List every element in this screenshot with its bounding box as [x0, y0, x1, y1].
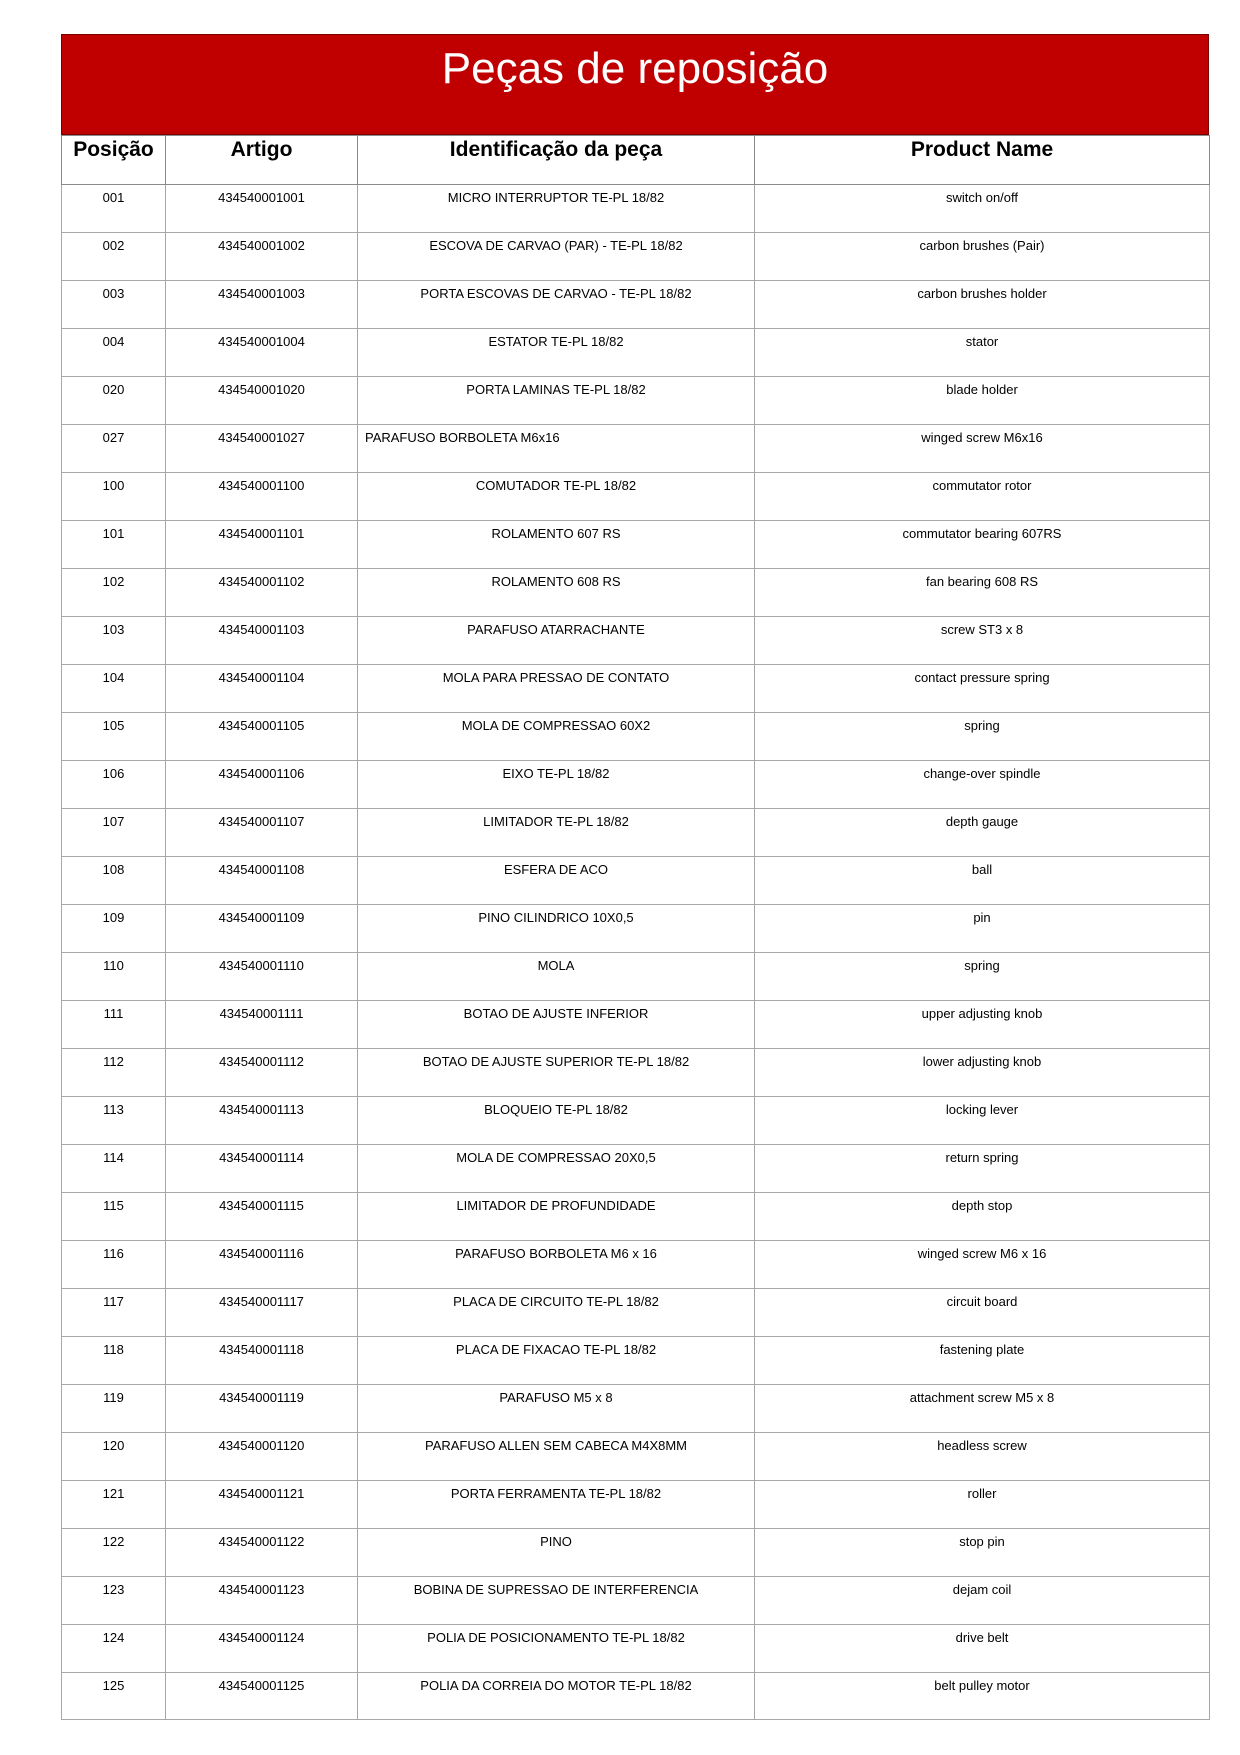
cell-posicao: 116: [62, 1241, 166, 1289]
cell-artigo: 434540001114: [166, 1145, 358, 1193]
cell-product-name: drive belt: [755, 1625, 1210, 1673]
cell-artigo: 434540001123: [166, 1577, 358, 1625]
column-header-product-name: Product Name: [755, 136, 1210, 185]
cell-identificacao: BLOQUEIO TE-PL 18/82: [358, 1097, 755, 1145]
cell-posicao: 105: [62, 713, 166, 761]
cell-artigo: 434540001102: [166, 569, 358, 617]
table-row: [62, 569, 1210, 617]
cell-posicao: 111: [62, 1001, 166, 1049]
table-row: [62, 1529, 1210, 1577]
cell-identificacao: EIXO TE-PL 18/82: [358, 761, 755, 809]
cell-artigo: 434540001118: [166, 1337, 358, 1385]
cell-artigo: 434540001107: [166, 809, 358, 857]
cell-product-name: switch on/off: [755, 185, 1210, 233]
cell-artigo: 434540001113: [166, 1097, 358, 1145]
cell-identificacao: ESCOVA DE CARVAO (PAR) - TE-PL 18/82: [358, 233, 755, 281]
cell-artigo: 434540001020: [166, 377, 358, 425]
cell-product-name: lower adjusting knob: [755, 1049, 1210, 1097]
cell-artigo: 434540001122: [166, 1529, 358, 1577]
table-row: [62, 1337, 1210, 1385]
table-row: [62, 857, 1210, 905]
parts-sheet: [61, 34, 1209, 1720]
cell-artigo: 434540001104: [166, 665, 358, 713]
cell-identificacao: BOBINA DE SUPRESSAO DE INTERFERENCIA: [358, 1577, 755, 1625]
table-row: [62, 1673, 1210, 1720]
table-row: [62, 1049, 1210, 1097]
cell-product-name: ball: [755, 857, 1210, 905]
cell-posicao: 104: [62, 665, 166, 713]
cell-posicao: 020: [62, 377, 166, 425]
cell-posicao: 103: [62, 617, 166, 665]
cell-identificacao: PARAFUSO ALLEN SEM CABECA M4X8MM: [358, 1433, 755, 1481]
cell-product-name: commutator rotor: [755, 473, 1210, 521]
cell-artigo: 434540001002: [166, 233, 358, 281]
cell-product-name: screw ST3 x 8: [755, 617, 1210, 665]
cell-posicao: 108: [62, 857, 166, 905]
cell-identificacao: ROLAMENTO 608 RS: [358, 569, 755, 617]
cell-product-name: upper adjusting knob: [755, 1001, 1210, 1049]
cell-identificacao: BOTAO DE AJUSTE SUPERIOR TE-PL 18/82: [358, 1049, 755, 1097]
cell-product-name: spring: [755, 713, 1210, 761]
cell-product-name: headless screw: [755, 1433, 1210, 1481]
cell-posicao: 112: [62, 1049, 166, 1097]
table-row: [62, 1625, 1210, 1673]
table-row: [62, 617, 1210, 665]
cell-product-name: roller: [755, 1481, 1210, 1529]
cell-identificacao: PINO CILINDRICO 10X0,5: [358, 905, 755, 953]
cell-identificacao: MOLA PARA PRESSAO DE CONTATO: [358, 665, 755, 713]
cell-product-name: contact pressure spring: [755, 665, 1210, 713]
cell-artigo: 434540001001: [166, 185, 358, 233]
cell-identificacao: POLIA DA CORREIA DO MOTOR TE-PL 18/82: [358, 1673, 755, 1720]
title-banner: [61, 34, 1209, 135]
cell-posicao: 110: [62, 953, 166, 1001]
table-row: [62, 473, 1210, 521]
cell-identificacao: PARAFUSO ATARRACHANTE: [358, 617, 755, 665]
table-row: [62, 1481, 1210, 1529]
cell-artigo: 434540001105: [166, 713, 358, 761]
cell-artigo: 434540001124: [166, 1625, 358, 1673]
cell-artigo: 434540001121: [166, 1481, 358, 1529]
table-body: [62, 185, 1210, 1720]
cell-identificacao: COMUTADOR TE-PL 18/82: [358, 473, 755, 521]
cell-identificacao: LIMITADOR DE PROFUNDIDADE: [358, 1193, 755, 1241]
cell-identificacao: BOTAO DE AJUSTE INFERIOR: [358, 1001, 755, 1049]
cell-product-name: belt pulley motor: [755, 1673, 1210, 1720]
cell-product-name: dejam coil: [755, 1577, 1210, 1625]
table-row: [62, 185, 1210, 233]
cell-posicao: 123: [62, 1577, 166, 1625]
cell-product-name: carbon brushes holder: [755, 281, 1210, 329]
cell-artigo: 434540001112: [166, 1049, 358, 1097]
table-row: [62, 713, 1210, 761]
table-row: [62, 1001, 1210, 1049]
cell-identificacao: LIMITADOR TE-PL 18/82: [358, 809, 755, 857]
cell-artigo: 434540001120: [166, 1433, 358, 1481]
table-row: [62, 1289, 1210, 1337]
cell-identificacao: PARAFUSO BORBOLETA M6 x 16: [358, 1241, 755, 1289]
cell-identificacao: ESTATOR TE-PL 18/82: [358, 329, 755, 377]
cell-artigo: 434540001115: [166, 1193, 358, 1241]
column-header-posicao: Posição: [62, 136, 166, 185]
column-header-identificacao: Identificação da peça: [358, 136, 755, 185]
cell-product-name: fastening plate: [755, 1337, 1210, 1385]
table-row: [62, 1145, 1210, 1193]
cell-posicao: 117: [62, 1289, 166, 1337]
cell-identificacao: PARAFUSO M5 x 8: [358, 1385, 755, 1433]
cell-artigo: 434540001119: [166, 1385, 358, 1433]
table-row: [62, 1193, 1210, 1241]
cell-posicao: 101: [62, 521, 166, 569]
cell-identificacao: POLIA DE POSICIONAMENTO TE-PL 18/82: [358, 1625, 755, 1673]
cell-posicao: 122: [62, 1529, 166, 1577]
table-row: [62, 665, 1210, 713]
cell-product-name: blade holder: [755, 377, 1210, 425]
cell-product-name: circuit board: [755, 1289, 1210, 1337]
cell-product-name: attachment screw M5 x 8: [755, 1385, 1210, 1433]
cell-product-name: commutator bearing 607RS: [755, 521, 1210, 569]
cell-posicao: 115: [62, 1193, 166, 1241]
cell-identificacao: PINO: [358, 1529, 755, 1577]
cell-product-name: winged screw M6x16: [755, 425, 1210, 473]
cell-artigo: 434540001100: [166, 473, 358, 521]
cell-artigo: 434540001108: [166, 857, 358, 905]
cell-posicao: 102: [62, 569, 166, 617]
table-row: [62, 1241, 1210, 1289]
cell-identificacao: MOLA: [358, 953, 755, 1001]
cell-product-name: spring: [755, 953, 1210, 1001]
cell-product-name: change-over spindle: [755, 761, 1210, 809]
table-row: [62, 281, 1210, 329]
cell-product-name: pin: [755, 905, 1210, 953]
cell-artigo: 434540001117: [166, 1289, 358, 1337]
cell-artigo: 434540001101: [166, 521, 358, 569]
table-header-row: [62, 136, 1210, 185]
cell-posicao: 119: [62, 1385, 166, 1433]
table-row: [62, 425, 1210, 473]
table-row: [62, 905, 1210, 953]
table-row: [62, 233, 1210, 281]
cell-posicao: 106: [62, 761, 166, 809]
cell-posicao: 004: [62, 329, 166, 377]
table-row: [62, 1433, 1210, 1481]
cell-posicao: 120: [62, 1433, 166, 1481]
cell-posicao: 001: [62, 185, 166, 233]
table-row: [62, 377, 1210, 425]
table-row: [62, 761, 1210, 809]
cell-identificacao: MICRO INTERRUPTOR TE-PL 18/82: [358, 185, 755, 233]
cell-posicao: 114: [62, 1145, 166, 1193]
cell-artigo: 434540001125: [166, 1673, 358, 1720]
cell-identificacao: PORTA FERRAMENTA TE-PL 18/82: [358, 1481, 755, 1529]
cell-product-name: stator: [755, 329, 1210, 377]
cell-artigo: 434540001106: [166, 761, 358, 809]
cell-identificacao: MOLA DE COMPRESSAO 60X2: [358, 713, 755, 761]
cell-product-name: carbon brushes (Pair): [755, 233, 1210, 281]
cell-product-name: return spring: [755, 1145, 1210, 1193]
cell-identificacao: PORTA ESCOVAS DE CARVAO - TE-PL 18/82: [358, 281, 755, 329]
cell-posicao: 118: [62, 1337, 166, 1385]
table-row: [62, 329, 1210, 377]
table-row: [62, 809, 1210, 857]
cell-posicao: 121: [62, 1481, 166, 1529]
cell-product-name: winged screw M6 x 16: [755, 1241, 1210, 1289]
table-row: [62, 1097, 1210, 1145]
cell-posicao: 003: [62, 281, 166, 329]
cell-posicao: 107: [62, 809, 166, 857]
table-row: [62, 521, 1210, 569]
cell-identificacao: ESFERA DE ACO: [358, 857, 755, 905]
table-row: [62, 953, 1210, 1001]
cell-identificacao: PORTA LAMINAS TE-PL 18/82: [358, 377, 755, 425]
cell-product-name: depth gauge: [755, 809, 1210, 857]
table-row: [62, 1577, 1210, 1625]
cell-posicao: 113: [62, 1097, 166, 1145]
cell-artigo: 434540001110: [166, 953, 358, 1001]
cell-identificacao: ROLAMENTO 607 RS: [358, 521, 755, 569]
cell-posicao: 124: [62, 1625, 166, 1673]
cell-posicao: 125: [62, 1673, 166, 1720]
cell-identificacao: PLACA DE CIRCUITO TE-PL 18/82: [358, 1289, 755, 1337]
cell-identificacao: PLACA DE FIXACAO TE-PL 18/82: [358, 1337, 755, 1385]
cell-posicao: 027: [62, 425, 166, 473]
parts-table: [61, 135, 1210, 1720]
cell-product-name: locking lever: [755, 1097, 1210, 1145]
column-header-artigo: Artigo: [166, 136, 358, 185]
cell-posicao: 100: [62, 473, 166, 521]
cell-artigo: 434540001027: [166, 425, 358, 473]
cell-identificacao: MOLA DE COMPRESSAO 20X0,5: [358, 1145, 755, 1193]
cell-artigo: 434540001004: [166, 329, 358, 377]
cell-artigo: 434540001109: [166, 905, 358, 953]
cell-product-name: stop pin: [755, 1529, 1210, 1577]
cell-identificacao: PARAFUSO BORBOLETA M6x16: [358, 425, 755, 473]
cell-artigo: 434540001103: [166, 617, 358, 665]
table-row: [62, 1385, 1210, 1433]
cell-posicao: 002: [62, 233, 166, 281]
cell-artigo: 434540001003: [166, 281, 358, 329]
cell-product-name: fan bearing 608 RS: [755, 569, 1210, 617]
cell-artigo: 434540001116: [166, 1241, 358, 1289]
page-title: Peças de reposição: [441, 44, 829, 93]
cell-artigo: 434540001111: [166, 1001, 358, 1049]
cell-product-name: depth stop: [755, 1193, 1210, 1241]
cell-posicao: 109: [62, 905, 166, 953]
